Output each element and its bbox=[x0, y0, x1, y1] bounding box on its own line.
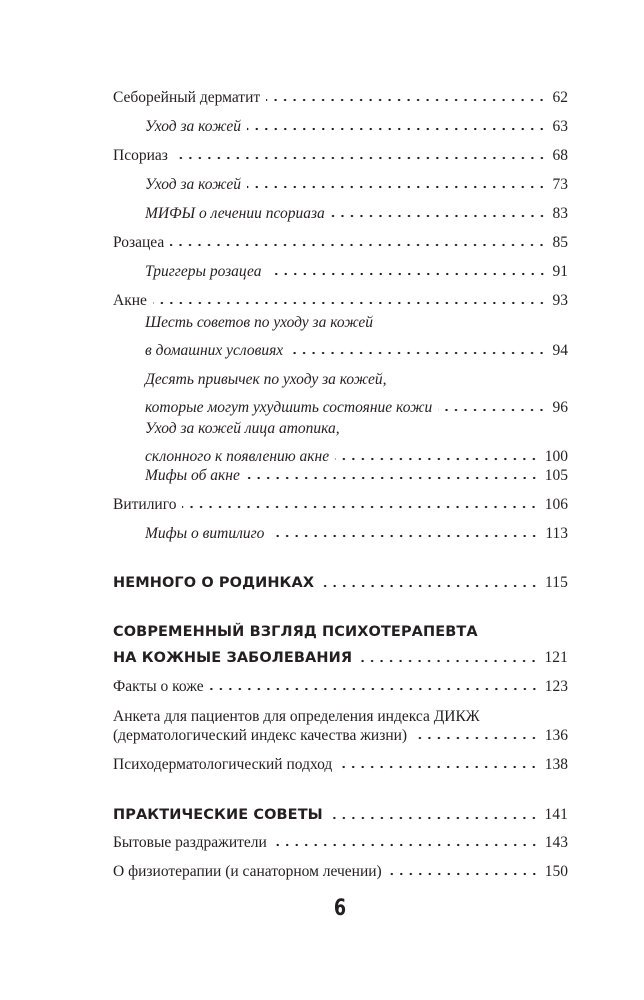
toc-page-number: 121 bbox=[544, 649, 568, 666]
toc-entry-title: Розацеа bbox=[113, 234, 165, 251]
toc-entry-title: Псориаз bbox=[113, 147, 168, 164]
dot-leader bbox=[320, 584, 539, 588]
dot-leader bbox=[329, 816, 539, 820]
toc-entry bbox=[113, 146, 568, 165]
dot-leader bbox=[273, 843, 539, 847]
dot-leader bbox=[438, 408, 546, 412]
toc-page-number: 85 bbox=[552, 234, 568, 251]
dot-leader bbox=[210, 687, 539, 691]
toc-entry-title: МИФЫ о лечении псориаза bbox=[145, 205, 325, 222]
toc-entry bbox=[113, 233, 568, 252]
toc-entry-title: Десять привычек по уходу за кожей, bbox=[145, 371, 387, 388]
toc-page-number: 136 bbox=[544, 727, 568, 744]
dot-leader bbox=[331, 214, 547, 218]
dot-leader bbox=[388, 872, 539, 876]
toc-entry bbox=[113, 707, 568, 745]
toc-entry-title: Шесть советов по уходу за кожей bbox=[145, 314, 374, 331]
toc-entry bbox=[145, 262, 568, 281]
toc-page-number: 73 bbox=[552, 176, 568, 193]
toc-entry-title: Триггеры розацеа bbox=[145, 263, 262, 280]
toc-entry bbox=[113, 677, 568, 696]
toc-entry-title: Психодерматологический подход bbox=[113, 756, 333, 773]
toc-entry bbox=[145, 204, 568, 223]
toc-entry bbox=[113, 805, 568, 825]
toc-entry bbox=[145, 313, 568, 360]
dot-leader bbox=[247, 127, 547, 131]
toc-entry bbox=[113, 755, 568, 774]
toc-page-number: 93 bbox=[552, 292, 568, 309]
toc-entry bbox=[145, 370, 568, 417]
toc-page-number: 63 bbox=[552, 118, 568, 135]
toc-entry-title: НА КОЖНЫЕ ЗАБОЛЕВАНИЯ bbox=[113, 650, 353, 666]
toc-entry-title: Себорейный дерматит bbox=[113, 89, 261, 106]
toc-entry bbox=[145, 175, 568, 194]
dot-leader bbox=[358, 659, 538, 663]
toc-entry-title: Мифы о витилиго bbox=[145, 525, 265, 542]
dot-leader bbox=[266, 98, 546, 102]
toc-entry bbox=[113, 495, 568, 514]
toc-entry bbox=[113, 573, 568, 593]
toc-entry bbox=[145, 117, 568, 136]
dot-leader bbox=[170, 243, 546, 247]
toc-entry-title: Уход за кожей bbox=[145, 118, 241, 135]
toc-page-number: 100 bbox=[544, 448, 568, 465]
toc-entry-title: Бытовые раздражители bbox=[113, 834, 267, 851]
toc-entry bbox=[113, 862, 568, 881]
toc-entry-title: Витилиго bbox=[113, 496, 177, 513]
toc-entry bbox=[145, 419, 568, 466]
toc-page-number: 115 bbox=[545, 574, 568, 591]
toc-page-number: 62 bbox=[552, 89, 568, 106]
toc-page-number: 94 bbox=[552, 342, 568, 359]
toc-entry-title: Анкета для пациентов для определения индекса ДИКЖ bbox=[113, 708, 480, 725]
dot-leader bbox=[335, 457, 539, 461]
toc-page-number: 141 bbox=[544, 806, 568, 823]
toc-entry-title: Уход за кожей bbox=[145, 176, 241, 193]
toc-page-number: 83 bbox=[552, 205, 568, 222]
toc-entry-title: которые могут ухудшить состояние кожи bbox=[145, 399, 433, 416]
toc-entry-title: в домашних условиях bbox=[145, 342, 284, 359]
toc-page-number: 113 bbox=[545, 525, 568, 542]
toc-page-number: 91 bbox=[552, 263, 568, 280]
toc-page-number: 143 bbox=[544, 834, 568, 851]
dot-leader bbox=[247, 185, 547, 189]
toc-entry-title: Акне bbox=[113, 292, 147, 309]
toc-page-number: 123 bbox=[544, 678, 568, 695]
toc-page-number: 150 bbox=[544, 863, 568, 880]
dot-leader bbox=[182, 505, 538, 509]
toc-entry-title: Мифы об акне bbox=[145, 467, 240, 484]
dot-leader bbox=[289, 351, 546, 355]
toc-entry-title: Факты о коже bbox=[113, 678, 204, 695]
toc-entry bbox=[145, 524, 568, 543]
dot-leader bbox=[246, 476, 539, 480]
dot-leader bbox=[174, 156, 547, 160]
toc-entry-title: склонного к появлению акне bbox=[145, 448, 330, 465]
toc-page-number: 106 bbox=[544, 496, 568, 513]
toc-page-number: 68 bbox=[552, 147, 568, 164]
toc-entry-title: О физиотерапии (и санаторном лечении) bbox=[113, 863, 382, 880]
dot-leader bbox=[413, 736, 539, 740]
toc-page-number: 96 bbox=[552, 399, 568, 416]
toc-entry-title: НЕМНОГО О РОДИНКАХ bbox=[113, 575, 315, 591]
page-number: 6 bbox=[333, 896, 347, 921]
toc-entry bbox=[145, 466, 568, 485]
toc-entry bbox=[113, 623, 568, 668]
dot-leader bbox=[268, 272, 547, 276]
toc-entry-title: Уход за кожей лица атопика, bbox=[145, 420, 340, 437]
toc-entry-title: СОВРЕМЕННЫЙ ВЗГЛЯД ПСИХОТЕРАПЕВТА bbox=[113, 624, 478, 640]
toc-entry bbox=[113, 88, 568, 107]
dot-leader bbox=[153, 301, 547, 305]
toc-page-number: 138 bbox=[544, 756, 568, 773]
toc-entry-title: ПРАКТИЧЕСКИЕ СОВЕТЫ bbox=[113, 807, 323, 823]
toc-entry bbox=[113, 833, 568, 852]
toc-page-number: 105 bbox=[544, 467, 568, 484]
dot-leader bbox=[270, 534, 539, 538]
dot-leader bbox=[338, 765, 538, 769]
toc-entry-title: (дерматологический индекс качества жизни) bbox=[113, 727, 408, 744]
toc-entry bbox=[113, 291, 568, 310]
